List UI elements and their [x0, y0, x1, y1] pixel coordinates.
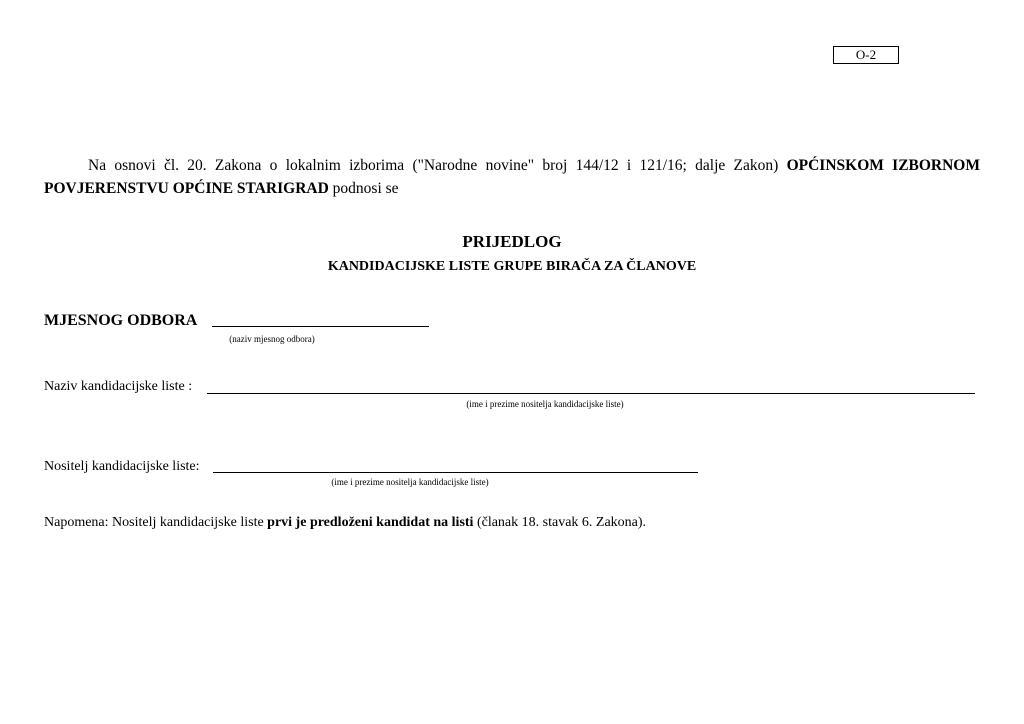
form-code-box	[833, 46, 899, 64]
note-prefix: Napomena: Nositelj kandidacijske liste	[44, 515, 268, 530]
odbor-hint: (naziv mjesnog odbora)	[229, 334, 315, 344]
intro-text: Na osnovi čl. 20. Zakona o lokalnim izborima ("Narodne novine" broj 144/12 i 121/16; dalje Zakon)	[88, 157, 787, 174]
note	[44, 514, 646, 532]
intro-end: podnosi se	[328, 180, 399, 197]
intro-paragraph	[44, 154, 980, 200]
intro-recipient: OPĆINSKOM IZBORNOM POVJERENSTVU OPĆINE STARIGRAD	[44, 157, 980, 197]
odbor-label: MJESNOG ODBORA	[44, 312, 198, 329]
document-subtitle: KANDIDACIJSKE LISTE GRUPE BIRAČA ZA ČLANOVE	[327, 259, 697, 274]
naziv-liste-label: Naziv kandidacijske liste :	[44, 379, 193, 394]
form-code: O-2	[855, 47, 877, 62]
naziv-liste-hint: (ime i prezime nositelja kandidacijske liste)	[466, 399, 624, 409]
note-bold: prvi je predloženi kandidat na listi	[267, 515, 474, 530]
naziv-liste-input-line[interactable]	[207, 393, 975, 394]
nositelj-liste-label: Nositelj kandidacijske liste:	[44, 459, 200, 474]
odbor-input-line[interactable]	[212, 326, 429, 327]
document-title: PRIJEDLOG	[462, 232, 562, 251]
note-suffix: (članak 18. stavak 6. Zakona).	[473, 515, 647, 530]
nositelj-liste-input-line[interactable]	[213, 472, 698, 473]
nositelj-liste-hint: (ime i prezime nositelja kandidacijske liste)	[331, 477, 489, 487]
